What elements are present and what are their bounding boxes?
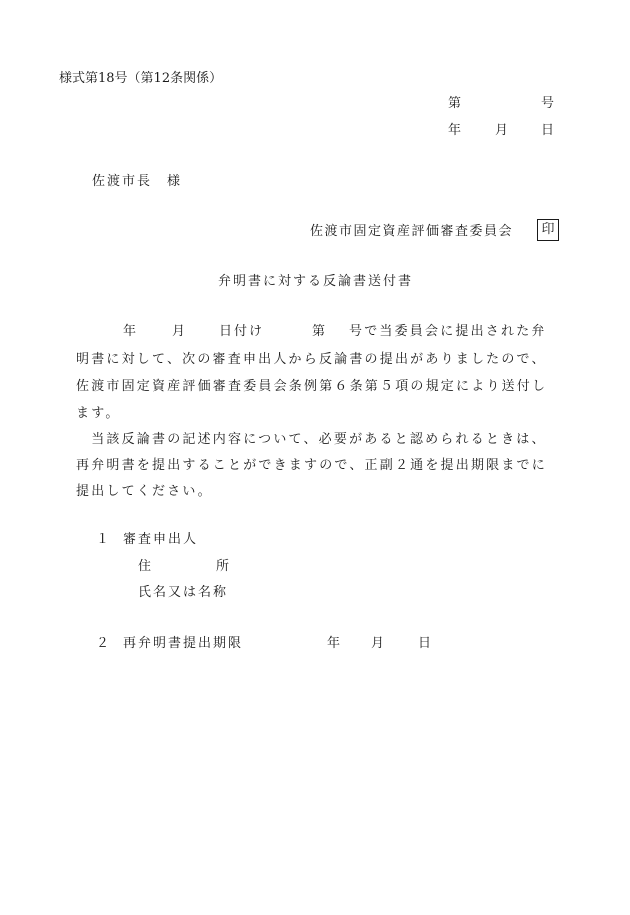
date-day-label: 日 xyxy=(541,123,555,138)
name-label: 氏名又は名称 xyxy=(138,585,229,600)
body-line-5: 当該反論書の記述内容について、必要があると認められるときは、 xyxy=(76,432,547,447)
document-number-label: 第 xyxy=(448,96,462,111)
sender-name: 佐渡市固定資産評価審査委員会 xyxy=(310,224,514,239)
body-line-3: 佐渡市固定資産評価審査委員会条例第６条第５項の規定により送付し xyxy=(76,379,548,394)
seal-stamp: 印 xyxy=(537,219,559,241)
document-number-suffix: 号 xyxy=(541,96,555,111)
deadline-month-label: 月 xyxy=(371,636,385,651)
item-1-label: 審査申出人 xyxy=(123,532,199,547)
deadline-year-label: 年 xyxy=(327,636,341,651)
document-title: 弁明書に対する反論書送付書 xyxy=(218,274,414,289)
address-label-char-2: 所 xyxy=(216,559,230,574)
item-2-number: ２ xyxy=(96,636,110,651)
body-number-label: 第 xyxy=(312,324,326,339)
body-line-1: 号で当委員会に提出された弁 xyxy=(349,324,547,339)
deadline-day-label: 日 xyxy=(418,636,432,651)
body-line-2: 明書に対して、次の審査申出人から反論書の提出がありましたので、 xyxy=(76,352,547,367)
address-label-char-1: 住 xyxy=(138,559,152,574)
addressee: 佐渡市長 様 xyxy=(92,174,183,189)
form-number: 様式第18号（第12条関係） xyxy=(59,71,223,86)
body-dated-label: 日付け xyxy=(219,324,265,339)
body-month-label: 月 xyxy=(172,324,186,339)
body-line-6: 再弁明書を提出することができますので、正副２通を提出期限までに xyxy=(76,458,547,473)
body-line-4: ます。 xyxy=(76,406,121,421)
item-1-number: １ xyxy=(96,532,110,547)
date-year-label: 年 xyxy=(448,123,462,138)
item-2-label: 再弁明書提出期限 xyxy=(123,636,244,651)
body-line-7: 提出してください。 xyxy=(76,484,213,499)
body-year-label: 年 xyxy=(123,324,137,339)
date-month-label: 月 xyxy=(495,123,509,138)
